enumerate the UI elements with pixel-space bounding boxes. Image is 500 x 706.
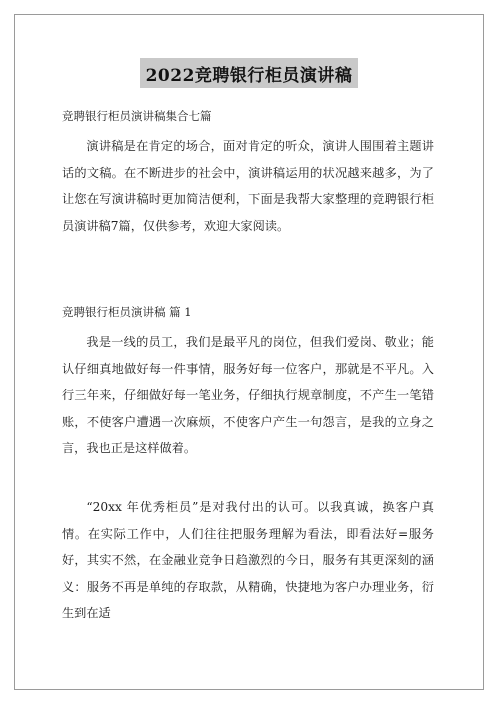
body-paragraph-1: 我是一线的员工，我们是最平凡的岗位，但我们爱岗、敬业；能认仔细真地做好每一件事情，服务好每一位客户，那就是不平凡。入行三年来，仔细做好每一笔业务，仔细执行规章制度，不产生一笔错账，不使客户遭遇一次麻烦，不使客户产生一句怨言，是我的立身之言，我也正是这样做着。 [62, 335, 434, 456]
intro-paragraph: 演讲稿是在肯定的场合，面对肯定的听众，演讲人围围着主题讲话的文稿。在不断进步的社会中，演讲稿运用的状况越来越多，为了让您在写演讲稿时更加简洁便利，下面是我帮大家整理的竞聘银行柜员演讲稿7篇，仅供参考，欢迎大家阅读。 [62, 139, 434, 233]
title-band [140, 58, 358, 88]
section-heading: 竞聘银行柜员演讲稿 篇 1 [62, 305, 192, 319]
document-title: 2022竞聘银行柜员演讲稿 [145, 65, 353, 86]
document-subtitle: 竞聘银行柜员演讲稿集合七篇 [62, 109, 212, 123]
body-paragraph-2: “20xx 年优秀柜员”是对我付出的认可。以我真诚，换客户真情。在实际工作中，人们往往把服务理解为看法，即看法好=服务好，其实不然，在金融业竞争日趋激烈的今日，服务有其更深刻的涵义：服务不再是单纯的存取款，从精确，快捷地为客户办理业务，衍生到在适 [62, 500, 434, 621]
